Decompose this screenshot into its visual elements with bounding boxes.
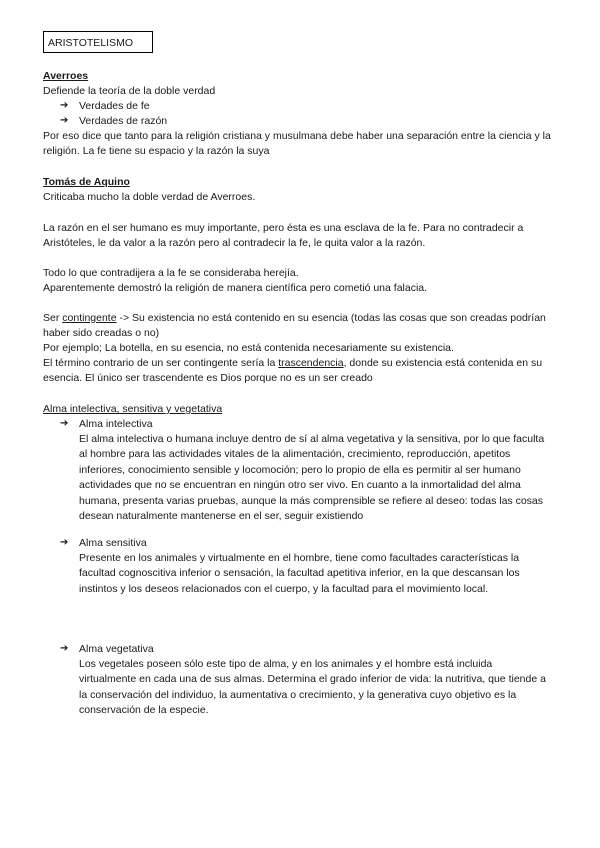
list-item: Verdades de razón [79,115,168,127]
tomas-intro: Criticaba mucho la doble verdad de Averroes. [43,191,256,203]
sensitiva-title: Alma sensitiva [79,537,147,549]
tomas-paragraph-reason: La razón en el ser humano es muy importante, pero ésta es una esclava de la fe. Para no contradecir a Aristóteles, le da valor a la razón pero al contradecir la fe, le quita valor a la razón. [43,222,524,249]
arrow-icon: ➔ [60,643,69,654]
list-item: Verdades de fe [79,100,150,112]
title-box [43,31,153,53]
arrow-icon: ➔ [60,537,69,548]
trascendencia-term: trascendencia [278,357,344,369]
tomas-heresy: Todo lo que contradijera a la fe se consideraba herejía. [43,267,299,279]
averroes-heading: Averroes [43,70,89,82]
transcendence-paragraph: El término contrario de un ser contingente sería la trascendencia, donde su existencia está contenida en su esencia. El único ser trascendente es Dios porque no es un ser creado [43,357,543,384]
averroes-conclusion: Por eso dice que tanto para la religión cristiana y musulmana debe haber una separación entre la ciencia y la religión. La fe tiene su espacio y la razón la suya [43,130,551,157]
intelectiva-title: Alma intelectiva [79,418,153,430]
contingente-term: contingente [62,312,117,324]
arrow-icon: ➔ [60,115,69,126]
tomas-heading: Tomás de Aquino [43,176,130,188]
intelectiva-text: El alma intelectiva o humana incluye dentro de sí al alma vegetativa y la sensitiva, por lo que faculta al hombre para las actividades vitales de la alimentación, crecimiento, reproducción, apetitos inferiores, conocimiento sensible y locomoción; pero lo propio de ella es permitir al ser humano actividades que no se encuentran en ningún otro ser vivo. En cuanto a la inmortalidad del alma humana, presenta varias pruebas, aunque la más comprensible se refiere al deseo: todas las cosas desean naturalmente mantenerse en el ser, seguir existiendo [79,433,545,523]
tomas-fallacy: Aparentemente demostró la religión de manera científica pero cometió una falacia. [43,282,428,294]
bottle-example: Por ejemplo; La botella, en su esencia, no está contenida necesariamente su existencia. [43,342,454,354]
document-title: ARISTOTELISMO [48,37,133,49]
sensitiva-text: Presente en los animales y virtualmente en el hombre, tiene como facultades características la facultad cognoscitiva inferior o sensación, la facultad apetitiva inferior, en la que descansan los instintos y los deseos relacionados con el cuerpo, y la facultad para el movimiento local. [79,552,520,595]
contingent-paragraph: Ser contingente -> Su existencia no está contenido en su esencia (todas las cosas que son creadas podrían haber sido creadas o no) [43,312,546,339]
averroes-intro: Defiende la teoría de la doble verdad [43,85,216,97]
arrow-icon: ➔ [60,100,69,111]
vegetativa-title: Alma vegetativa [79,643,154,655]
vegetativa-text: Los vegetales poseen sólo este tipo de alma, y en los animales y el hombre está incluida virtualmente en cada una de sus almas. Determina el grado inferior de vida: la nutritiva, que tiende a la conservación del individuo, la aumentativa o crecimiento, y la generativa cuyo objetivo es la conservación de la especie. [79,658,546,717]
arrow-icon: ➔ [60,418,69,429]
almas-heading: Alma intelectiva, sensitiva y vegetativa [43,403,223,415]
